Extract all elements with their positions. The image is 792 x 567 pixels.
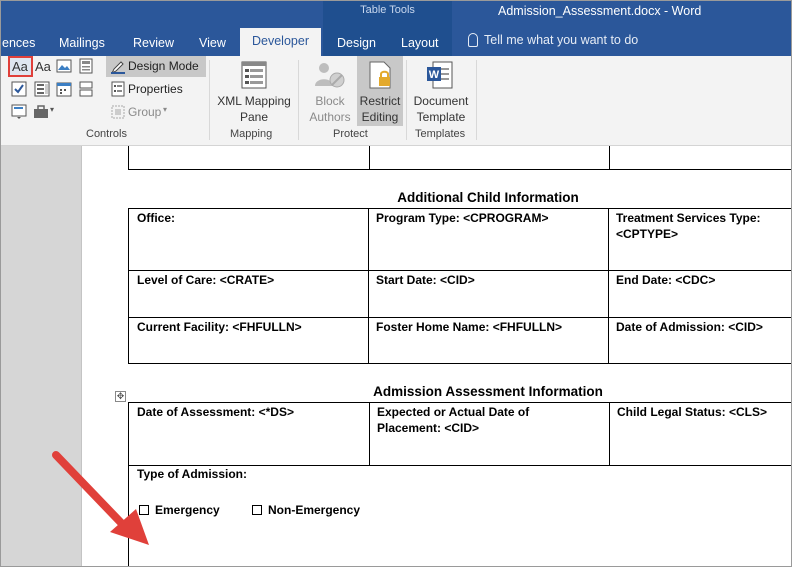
xml-mapping-pane-label-line1: XML Mapping <box>217 94 291 108</box>
mapping-group-label: Mapping <box>230 128 273 140</box>
xml-mapping-pane-icon <box>239 60 269 90</box>
table-border <box>608 208 609 364</box>
tab-references[interactable]: ences <box>2 36 36 50</box>
table-border <box>128 270 792 271</box>
tab-design[interactable]: Design <box>337 36 376 50</box>
picture-content-control-icon[interactable] <box>56 58 72 74</box>
table-border <box>128 402 792 403</box>
group-separator <box>406 60 407 140</box>
group-icon <box>110 104 126 120</box>
combo-box-content-control-icon[interactable] <box>34 81 50 97</box>
protect-group-label: Protect <box>333 128 368 140</box>
field-start-date[interactable]: Start Date: <CID> <box>376 273 475 287</box>
tab-mailings[interactable]: Mailings <box>59 36 105 50</box>
word-icon-letter: W <box>428 69 440 81</box>
field-treatment-services-type[interactable] <box>616 210 761 242</box>
group-separator <box>476 60 477 140</box>
checkbox-emergency[interactable] <box>139 505 149 515</box>
field-expected-placement-date[interactable] <box>377 404 529 436</box>
restrict-editing-label-line2: Editing <box>361 110 399 124</box>
option-non-emergency[interactable] <box>252 502 360 518</box>
document-template-icon <box>425 60 455 90</box>
templates-group-label: Templates <box>415 128 466 140</box>
properties-button[interactable]: Properties <box>128 82 183 96</box>
field-foster-home-name[interactable]: Foster Home Name: <FHFULLN> <box>376 320 563 334</box>
plain-text-content-control-button[interactable]: Aa <box>35 59 51 74</box>
table-border <box>609 402 610 466</box>
ribbon <box>0 56 792 146</box>
group-separator <box>298 60 299 140</box>
restrict-editing-icon <box>365 60 395 90</box>
block-authors-icon <box>313 60 347 90</box>
table-border <box>609 146 610 170</box>
option-emergency[interactable] <box>139 502 220 518</box>
document-left-margin <box>0 146 82 567</box>
block-authors-label-line2: Authors <box>309 110 351 124</box>
design-mode-icon <box>110 59 126 75</box>
building-block-gallery-icon[interactable] <box>78 58 94 74</box>
checkbox-non-emergency[interactable] <box>252 505 262 515</box>
document-template-button[interactable] <box>408 93 474 125</box>
field-expected-placement-date-line2: Placement: <CID> <box>377 421 480 435</box>
rich-text-icon: Aa <box>12 59 28 74</box>
field-level-of-care[interactable]: Level of Care: <CRATE> <box>137 273 275 287</box>
document-title: Admission_Assessment.docx - Word <box>498 4 702 18</box>
field-current-facility[interactable]: Current Facility: <FHFULLN> <box>137 320 302 334</box>
tab-developer[interactable]: Developer <box>240 28 321 56</box>
restrict-editing-label-line1: Restrict <box>359 94 401 108</box>
tab-review[interactable]: Review <box>133 36 174 50</box>
legacy-tools-dropdown-icon[interactable]: ▾ <box>50 105 55 114</box>
properties-icon <box>110 81 126 97</box>
drop-down-list-content-control-icon[interactable] <box>11 104 27 120</box>
table-tools-label: Table Tools <box>360 4 415 16</box>
rich-text-content-control-button[interactable] <box>8 56 33 77</box>
table-border <box>128 208 792 209</box>
table-border <box>128 169 792 170</box>
xml-mapping-pane-button[interactable] <box>212 93 296 125</box>
xml-mapping-pane-label-line2: Pane <box>239 110 269 124</box>
table-border <box>128 146 129 170</box>
tab-view[interactable]: View <box>199 36 226 50</box>
repeating-section-content-control-icon[interactable] <box>78 81 94 97</box>
document-template-label-line1: Document <box>413 94 469 108</box>
section-title-additional-child-info: Additional Child Information <box>397 190 579 205</box>
field-date-of-assessment[interactable]: Date of Assessment: <*DS> <box>137 405 294 419</box>
group-separator <box>209 60 210 140</box>
option-non-emergency-label: Non-Emergency <box>268 503 361 517</box>
block-authors-label-line1: Block <box>315 94 345 108</box>
field-end-date[interactable]: End Date: <CDC> <box>616 273 716 287</box>
table-border <box>128 363 792 364</box>
field-child-legal-status[interactable]: Child Legal Status: <CLS> <box>617 405 768 419</box>
block-authors-button[interactable] <box>300 93 360 125</box>
field-type-of-admission: Type of Admission: <box>137 467 248 481</box>
table-border <box>128 208 129 364</box>
table-border <box>369 146 370 170</box>
table-move-handle-icon[interactable]: ✥ <box>116 391 125 401</box>
table-border <box>128 317 792 318</box>
table-border <box>369 402 370 466</box>
field-date-of-admission[interactable]: Date of Admission: <CID> <box>616 320 763 334</box>
design-mode-label: Design Mode <box>128 59 199 73</box>
restrict-editing-button[interactable] <box>357 56 403 126</box>
field-program-type[interactable]: Program Type: <CPROGRAM> <box>376 211 549 225</box>
checkbox-content-control-icon[interactable] <box>11 81 27 97</box>
tell-me-text: Tell me what you want to do <box>484 33 639 47</box>
field-treatment-services-type-line1: Treatment Services Type: <box>616 211 761 225</box>
tell-me-search[interactable] <box>468 33 638 47</box>
group-button[interactable]: Group <box>128 105 162 119</box>
document-template-label-line2: Template <box>416 110 466 124</box>
section-title-admission-assessment-info: Admission Assessment Information <box>373 384 603 399</box>
tab-layout[interactable]: Layout <box>401 36 439 50</box>
legacy-tools-icon[interactable] <box>33 104 49 120</box>
group-dropdown-icon[interactable]: ▾ <box>163 105 168 114</box>
field-expected-placement-date-line1: Expected or Actual Date of <box>377 405 530 419</box>
date-picker-content-control-icon[interactable] <box>56 81 72 97</box>
design-mode-button[interactable] <box>106 56 206 77</box>
lightbulb-icon <box>468 33 478 47</box>
field-office[interactable]: Office: <box>137 211 176 225</box>
controls-group-label: Controls <box>86 128 127 140</box>
option-emergency-label: Emergency <box>155 503 220 517</box>
table-border <box>368 208 369 364</box>
field-treatment-services-type-line2: <CPTYPE> <box>616 227 679 241</box>
table-border <box>128 402 129 567</box>
